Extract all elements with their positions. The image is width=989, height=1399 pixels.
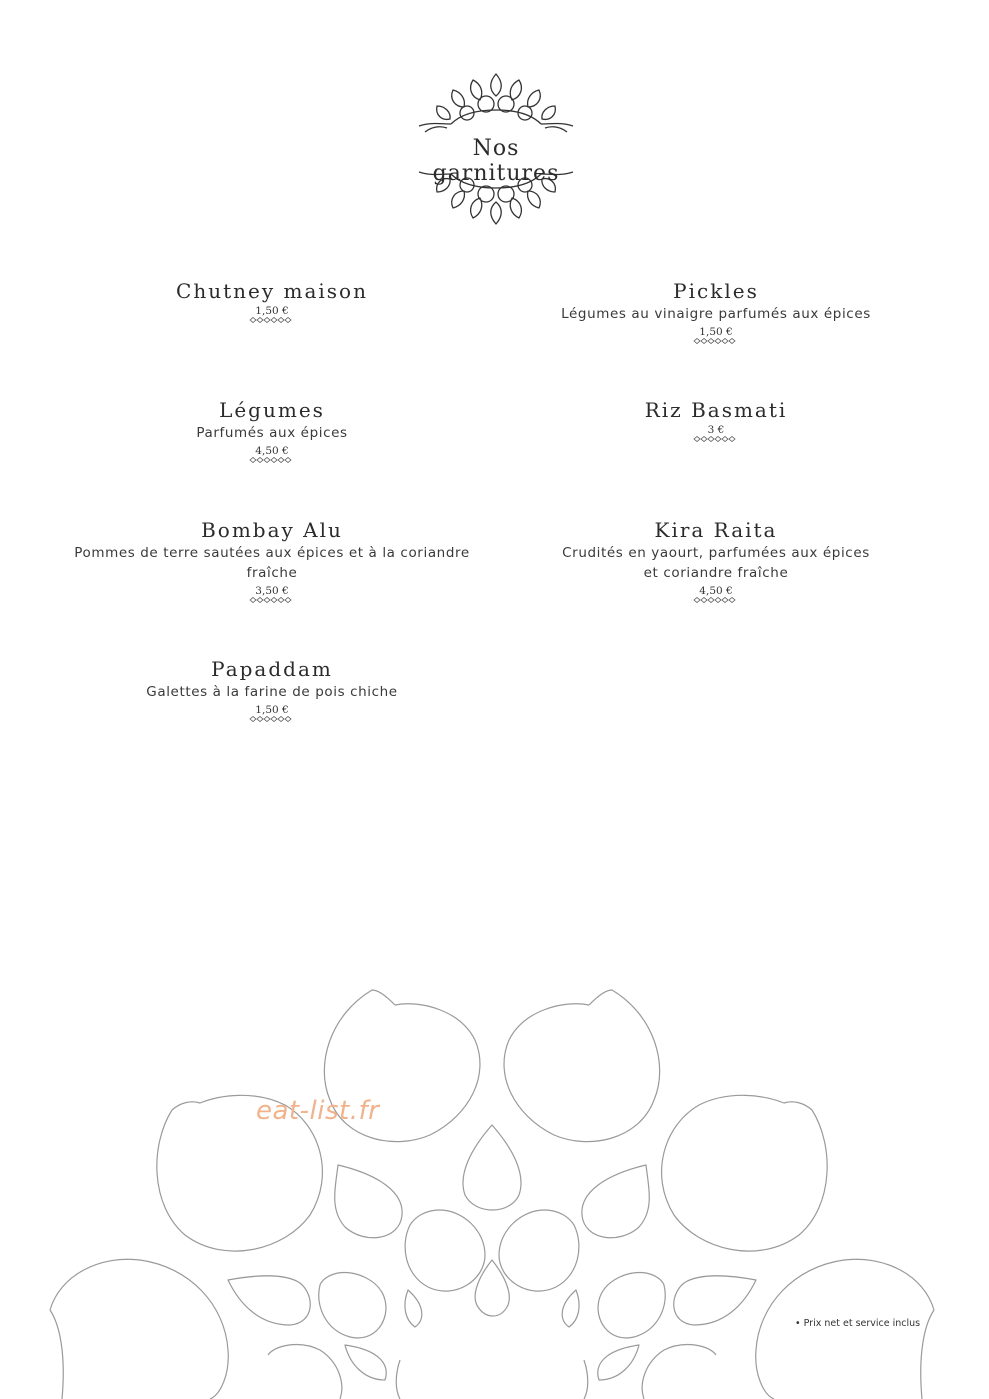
menu-item [62,657,482,722]
item-description: Parfumés aux épices [196,425,348,441]
item-name: Légumes [219,398,325,422]
item-name: Pickles [673,279,759,303]
menu-item [506,279,926,344]
item-price: 4,50 € [699,585,733,597]
item-name: Riz Basmati [644,398,788,422]
diamond-divider-icon [249,457,295,463]
watermark: eat-list.fr [256,1096,380,1126]
item-price: 3,50 € [255,585,289,597]
menu-item [62,279,482,323]
menu-item [62,398,482,463]
item-name: Papaddam [211,657,333,681]
item-description: Galettes à la farine de pois chiche [146,684,398,700]
diamond-divider-icon [249,716,295,722]
lotus-mandala-icon [0,975,989,1399]
menu-item [62,518,482,603]
item-name: Bombay Alu [201,518,343,542]
diamond-divider-icon [693,436,739,442]
diamond-divider-icon [249,317,295,323]
item-price: 4,50 € [255,445,289,457]
header-emblem [411,66,581,231]
diamond-divider-icon [693,597,739,603]
item-description: Légumes au vinaigre parfumés aux épices [561,306,871,322]
price-footnote: • Prix net et service inclus [795,1318,921,1329]
item-name: Chutney maison [176,279,368,303]
menu-item [506,518,926,603]
diamond-divider-icon [249,597,295,603]
item-price: 1,50 € [255,305,289,317]
item-price: 3 € [707,424,725,436]
item-name: Kira Raita [654,518,778,542]
item-price: 1,50 € [255,704,289,716]
item-description: Pommes de terre sautées aux épices et à la coriandre fraîche [74,545,470,581]
item-description: Crudités en yaourt, parfumées aux épices et coriandre fraîche [562,545,870,581]
menu-item [506,398,926,442]
page-title: Nos garnitures [432,136,560,186]
diamond-divider-icon [693,338,739,344]
item-price: 1,50 € [699,326,733,338]
